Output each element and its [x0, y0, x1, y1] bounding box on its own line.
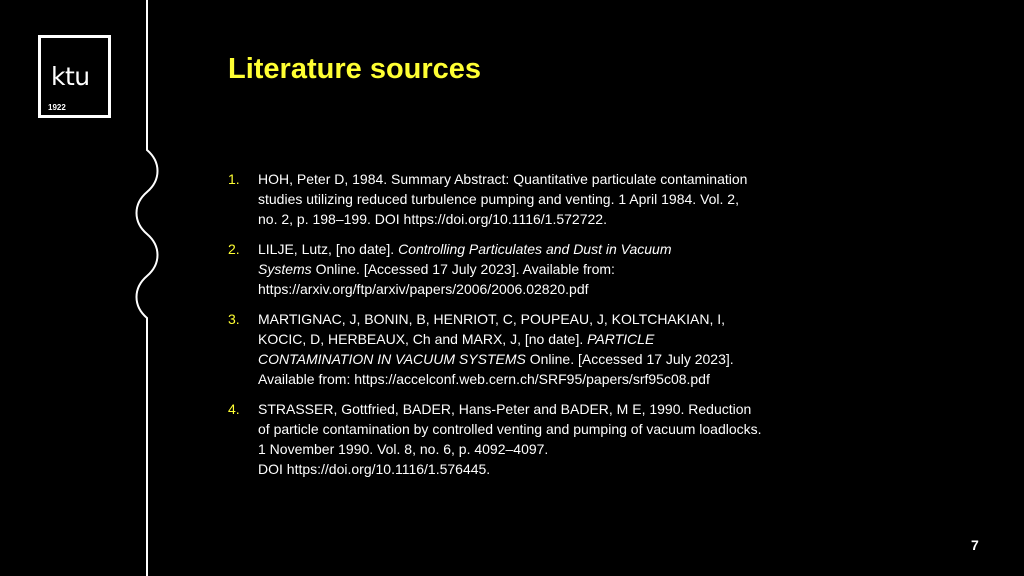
reference-line	[258, 349, 808, 369]
logo-year: 1922	[48, 103, 66, 112]
reference-item	[228, 309, 808, 389]
reference-text: Online. [Accessed 17 July 2023]. Available from:	[311, 261, 615, 277]
reference-line	[258, 239, 808, 259]
reference-number: 3.	[228, 311, 240, 327]
logo-name: ktu	[51, 62, 90, 91]
reference-number: 1.	[228, 171, 240, 187]
reference-number: 2.	[228, 241, 240, 257]
page-title: Literature sources	[228, 53, 482, 85]
reference-line	[258, 259, 808, 279]
reference-line	[258, 329, 808, 349]
reference-line: https://arxiv.org/ftp/arxiv/papers/2006/2006.02820.pdf	[258, 281, 589, 297]
reference-item	[228, 169, 808, 229]
reference-line: studies utilizing reduced turbulence pumping and venting. 1 April 1984. Vol. 2,	[258, 191, 739, 207]
reference-text: Online. [Accessed 17 July 2023].	[525, 351, 734, 367]
reference-line: of particle contamination by controlled venting and pumping of vacuum loadlocks.	[258, 421, 762, 437]
reference-line: 1 November 1990. Vol. 8, no. 6, p. 4092–4097.	[258, 441, 549, 457]
reference-number: 4.	[228, 401, 240, 417]
reference-line: no. 2, p. 198–199. DOI https://doi.org/10.1116/1.572722.	[258, 211, 607, 227]
wavy-divider	[128, 0, 168, 576]
page-number: 7	[971, 537, 979, 553]
reference-text: KOCIC, D, HERBEAUX, Ch and MARX, J, [no date].	[258, 331, 588, 347]
reference-line: MARTIGNAC, J, BONIN, B, HENRIOT, C, POUPEAU, J, KOLTCHAKIAN, I,	[258, 311, 725, 327]
ktu-logo	[38, 35, 111, 118]
reference-item	[228, 239, 808, 299]
reference-title: Systems	[258, 261, 312, 277]
reference-line: STRASSER, Gottfried, BADER, Hans-Peter and BADER, M E, 1990. Reduction	[258, 401, 752, 417]
reference-title: PARTICLE	[587, 331, 655, 347]
reference-line: HOH, Peter D, 1984. Summary Abstract: Quantitative particulate contamination	[258, 171, 748, 187]
reference-title: Controlling Particulates and Dust in Vacuum	[398, 241, 672, 257]
reference-title: CONTAMINATION IN VACUUM SYSTEMS	[258, 351, 526, 367]
reference-item	[228, 399, 808, 479]
reference-line: DOI https://doi.org/10.1116/1.576445.	[258, 461, 491, 477]
reference-text: LILJE, Lutz, [no date].	[258, 241, 399, 257]
reference-list	[228, 169, 808, 489]
reference-line: Available from: https://accelconf.web.cern.ch/SRF95/papers/srf95c08.pdf	[258, 371, 710, 387]
